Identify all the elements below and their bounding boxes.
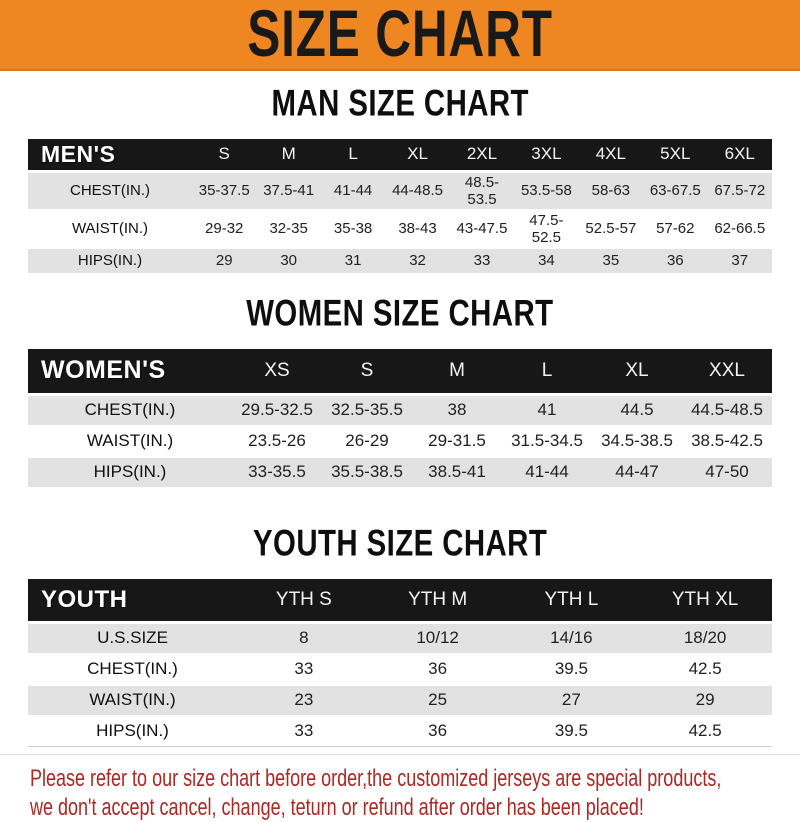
size-value-cell: 42.5: [638, 716, 772, 747]
size-value-cell: 33: [237, 654, 371, 685]
size-column-header: M: [256, 139, 320, 171]
size-value-cell: 33: [450, 248, 514, 274]
measurement-row: [28, 426, 772, 457]
size-value-cell: 34.5-38.5: [592, 426, 682, 457]
banner: [0, 0, 800, 71]
size-value-cell: 29.5-32.5: [232, 395, 322, 426]
size-value-cell: 29: [192, 248, 256, 274]
measurement-row: [28, 457, 772, 488]
size-value-cell: 32.5-35.5: [322, 395, 412, 426]
size-value-cell: 38: [412, 395, 502, 426]
size-value-cell: 53.5-58: [514, 171, 578, 210]
size-header-row: [28, 349, 772, 395]
size-column-header: 4XL: [579, 139, 643, 171]
size-column-header: S: [192, 139, 256, 171]
size-value-cell: 29-31.5: [412, 426, 502, 457]
size-value-cell: 44.5-48.5: [682, 395, 772, 426]
women-section-heading-text: WOMEN SIZE CHART: [246, 292, 554, 334]
measurement-row: [28, 248, 772, 274]
row-label: WAIST(IN.): [28, 210, 192, 248]
size-value-cell: 63-67.5: [643, 171, 707, 210]
row-label: CHEST(IN.): [28, 395, 232, 426]
size-column-header: YTH S: [237, 579, 371, 623]
size-value-cell: 26-29: [322, 426, 412, 457]
size-value-cell: 37.5-41: [256, 171, 320, 210]
size-value-cell: 38.5-42.5: [682, 426, 772, 457]
women-size-section: [0, 292, 800, 489]
size-value-cell: 33: [237, 716, 371, 747]
size-column-header: XL: [385, 139, 449, 171]
size-value-cell: 39.5: [505, 716, 639, 747]
size-value-cell: 41: [502, 395, 592, 426]
youth-size-table: [28, 579, 772, 748]
size-value-cell: 29: [638, 685, 772, 716]
size-value-cell: 41-44: [502, 457, 592, 488]
size-value-cell: 23.5-26: [232, 426, 322, 457]
size-column-header: L: [502, 349, 592, 395]
size-value-cell: 8: [237, 623, 371, 654]
row-label: HIPS(IN.): [28, 716, 237, 747]
size-column-header: 6XL: [708, 139, 773, 171]
row-label: CHEST(IN.): [28, 171, 192, 210]
measurement-row: [28, 654, 772, 685]
size-value-cell: 38-43: [385, 210, 449, 248]
size-value-cell: 30: [256, 248, 320, 274]
size-value-cell: 29-32: [192, 210, 256, 248]
row-label: WAIST(IN.): [28, 685, 237, 716]
size-value-cell: 31.5-34.5: [502, 426, 592, 457]
table-corner-label: YOUTH: [28, 579, 237, 623]
measurement-row: [28, 623, 772, 654]
size-value-cell: 44-47: [592, 457, 682, 488]
size-column-header: S: [322, 349, 412, 395]
man-size-table: [28, 139, 772, 275]
size-value-cell: 32: [385, 248, 449, 274]
size-column-header: M: [412, 349, 502, 395]
size-value-cell: 31: [321, 248, 385, 274]
size-value-cell: 23: [237, 685, 371, 716]
size-value-cell: 36: [371, 654, 505, 685]
measurement-row: [28, 395, 772, 426]
size-value-cell: 44-48.5: [385, 171, 449, 210]
size-value-cell: 35-38: [321, 210, 385, 248]
measurement-row: [28, 171, 772, 210]
size-column-header: L: [321, 139, 385, 171]
size-value-cell: 47.5-52.5: [514, 210, 578, 248]
table-corner-label: WOMEN'S: [28, 349, 232, 395]
size-value-cell: 37: [708, 248, 773, 274]
size-value-cell: 10/12: [371, 623, 505, 654]
size-value-cell: 44.5: [592, 395, 682, 426]
size-column-header: XL: [592, 349, 682, 395]
man-section-heading-text: MAN SIZE CHART: [271, 82, 529, 125]
women-size-table: [28, 349, 772, 489]
size-column-header: YTH L: [505, 579, 639, 623]
women-section-heading: [0, 292, 800, 337]
size-column-header: 2XL: [450, 139, 514, 171]
size-value-cell: 18/20: [638, 623, 772, 654]
size-value-cell: 33-35.5: [232, 457, 322, 488]
disclaimer: [0, 754, 800, 822]
size-value-cell: 14/16: [505, 623, 639, 654]
size-value-cell: 48.5-53.5: [450, 171, 514, 210]
size-value-cell: 47-50: [682, 457, 772, 488]
size-value-cell: 62-66.5: [708, 210, 773, 248]
size-value-cell: 36: [643, 248, 707, 274]
measurement-row: [28, 685, 772, 716]
table-corner-label: MEN'S: [28, 139, 192, 171]
size-value-cell: 35.5-38.5: [322, 457, 412, 488]
size-value-cell: 32-35: [256, 210, 320, 248]
measurement-row: [28, 210, 772, 248]
size-value-cell: 42.5: [638, 654, 772, 685]
row-label: HIPS(IN.): [28, 248, 192, 274]
size-column-header: 3XL: [514, 139, 578, 171]
size-value-cell: 27: [505, 685, 639, 716]
size-value-cell: 67.5-72: [708, 171, 773, 210]
man-section-heading: [0, 82, 800, 127]
disclaimer-line-2: we don't accept cancel, change, teturn or refund after order has been placed!: [30, 794, 644, 821]
row-label: U.S.SIZE: [28, 623, 237, 654]
row-label: CHEST(IN.): [28, 654, 237, 685]
size-value-cell: 52.5-57: [579, 210, 643, 248]
size-column-header: 5XL: [643, 139, 707, 171]
youth-section-heading-text: YOUTH SIZE CHART: [252, 522, 548, 564]
size-value-cell: 43-47.5: [450, 210, 514, 248]
size-value-cell: 25: [371, 685, 505, 716]
size-value-cell: 58-63: [579, 171, 643, 210]
youth-size-section: [0, 522, 800, 748]
size-value-cell: 39.5: [505, 654, 639, 685]
size-value-cell: 38.5-41: [412, 457, 502, 488]
size-column-header: YTH M: [371, 579, 505, 623]
man-size-section: [0, 82, 800, 275]
disclaimer-line-1: Please refer to our size chart before order,the customized jerseys are special products,: [30, 765, 722, 792]
row-label: WAIST(IN.): [28, 426, 232, 457]
size-value-cell: 57-62: [643, 210, 707, 248]
size-column-header: XXL: [682, 349, 772, 395]
banner-title: SIZE CHART: [247, 0, 553, 72]
size-value-cell: 35: [579, 248, 643, 274]
row-label: HIPS(IN.): [28, 457, 232, 488]
size-header-row: [28, 139, 772, 171]
size-value-cell: 35-37.5: [192, 171, 256, 210]
size-value-cell: 36: [371, 716, 505, 747]
size-header-row: [28, 579, 772, 623]
size-column-header: XS: [232, 349, 322, 395]
size-column-header: YTH XL: [638, 579, 772, 623]
size-value-cell: 41-44: [321, 171, 385, 210]
size-value-cell: 34: [514, 248, 578, 274]
measurement-row: [28, 716, 772, 747]
youth-section-heading: [0, 522, 800, 567]
